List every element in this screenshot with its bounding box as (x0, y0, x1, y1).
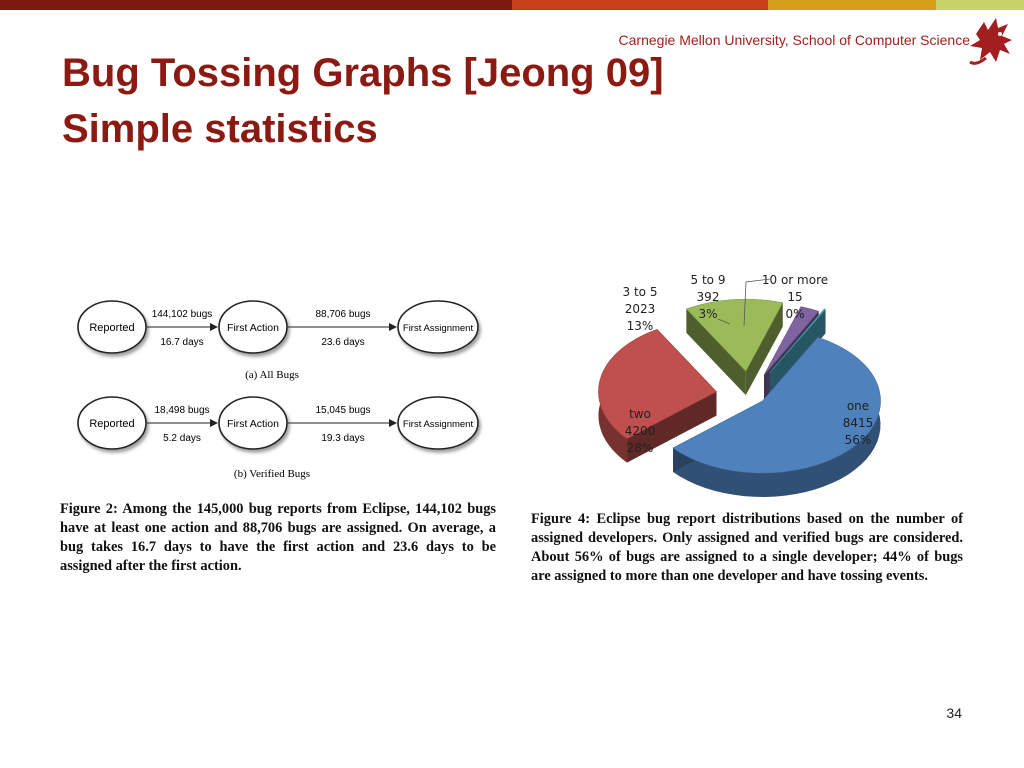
pie-category-label: one (846, 399, 870, 413)
institution-name: Carnegie Mellon University, School of Computer Science (618, 32, 970, 48)
edge-count-label: 18,498 bugs (154, 405, 210, 416)
edge-days-label: 23.6 days (321, 337, 365, 348)
dragon-logo-icon (966, 14, 1018, 70)
node-label: First Action (227, 322, 279, 334)
pie-value-label: 2023 (624, 302, 656, 316)
pie-percent-label: 0% (785, 307, 805, 321)
node-label: First Assignment (402, 419, 474, 430)
pie-value-label: 392 (696, 290, 720, 304)
pie-percent-label: 28% (626, 441, 654, 455)
diagram-label: (a) All Bugs (245, 369, 299, 381)
edge-count-label: 88,706 bugs (315, 309, 371, 320)
edge-days-label: 16.7 days (160, 337, 204, 348)
pie-value-label: 8415 (842, 416, 874, 430)
pie-percent-label: 3% (698, 307, 718, 321)
node-label: First Action (227, 418, 279, 430)
band-segment (768, 0, 936, 10)
diagram-all-bugs (78, 301, 478, 381)
pie-value-label: 15 (787, 290, 803, 304)
edge-count-label: 15,045 bugs (315, 405, 371, 416)
edge-days-label: 19.3 days (321, 433, 365, 444)
figure4-caption: Figure 4: Eclipse bug report distributions based on the number of assigned developers. Only assigned and verified bugs are considered. About 56% of bugs are assigned to a single developer; 44% of bugs are assigned to more than one developer and have tossing events. (531, 511, 963, 584)
diagram-label: (b) Verified Bugs (233, 468, 311, 480)
pie-category-label: 10 or more (761, 273, 829, 287)
page-number: 34 (946, 705, 962, 721)
pie-category-label: 5 to 9 (690, 273, 726, 287)
band-segment (512, 0, 768, 10)
node-label: Reported (89, 418, 135, 430)
band-segment (936, 0, 1024, 10)
pie-percent-label: 13% (626, 319, 654, 333)
slide-subtitle: Simple statistics (62, 107, 378, 151)
edge-days-label: 5.2 days (163, 433, 201, 444)
figure2-caption: Figure 2: Among the 145,000 bug reports from Eclipse, 144,102 bugs have at least one action and 88,706 bugs are assigned. On average, a bug takes 16.7 days to have the first action and 23.6 days to be assigned after the first action. (60, 501, 496, 574)
pie-percent-label: 56% (844, 433, 872, 447)
pie-category-label: two (629, 407, 651, 421)
pie-value-label: 4200 (624, 424, 656, 438)
figure4-pie-chart (580, 270, 920, 505)
node-label: Reported (89, 322, 135, 334)
node-label: First Assignment (402, 323, 474, 334)
pie-category-label: 3 to 5 (622, 285, 658, 299)
slide-title: Bug Tossing Graphs [Jeong 09] (62, 51, 664, 95)
edge-count-label: 144,102 bugs (151, 309, 213, 320)
band-segment (0, 0, 512, 10)
header-color-band (0, 0, 1024, 10)
diagram-verified-bugs (78, 397, 478, 480)
figure2-diagram (60, 292, 500, 492)
